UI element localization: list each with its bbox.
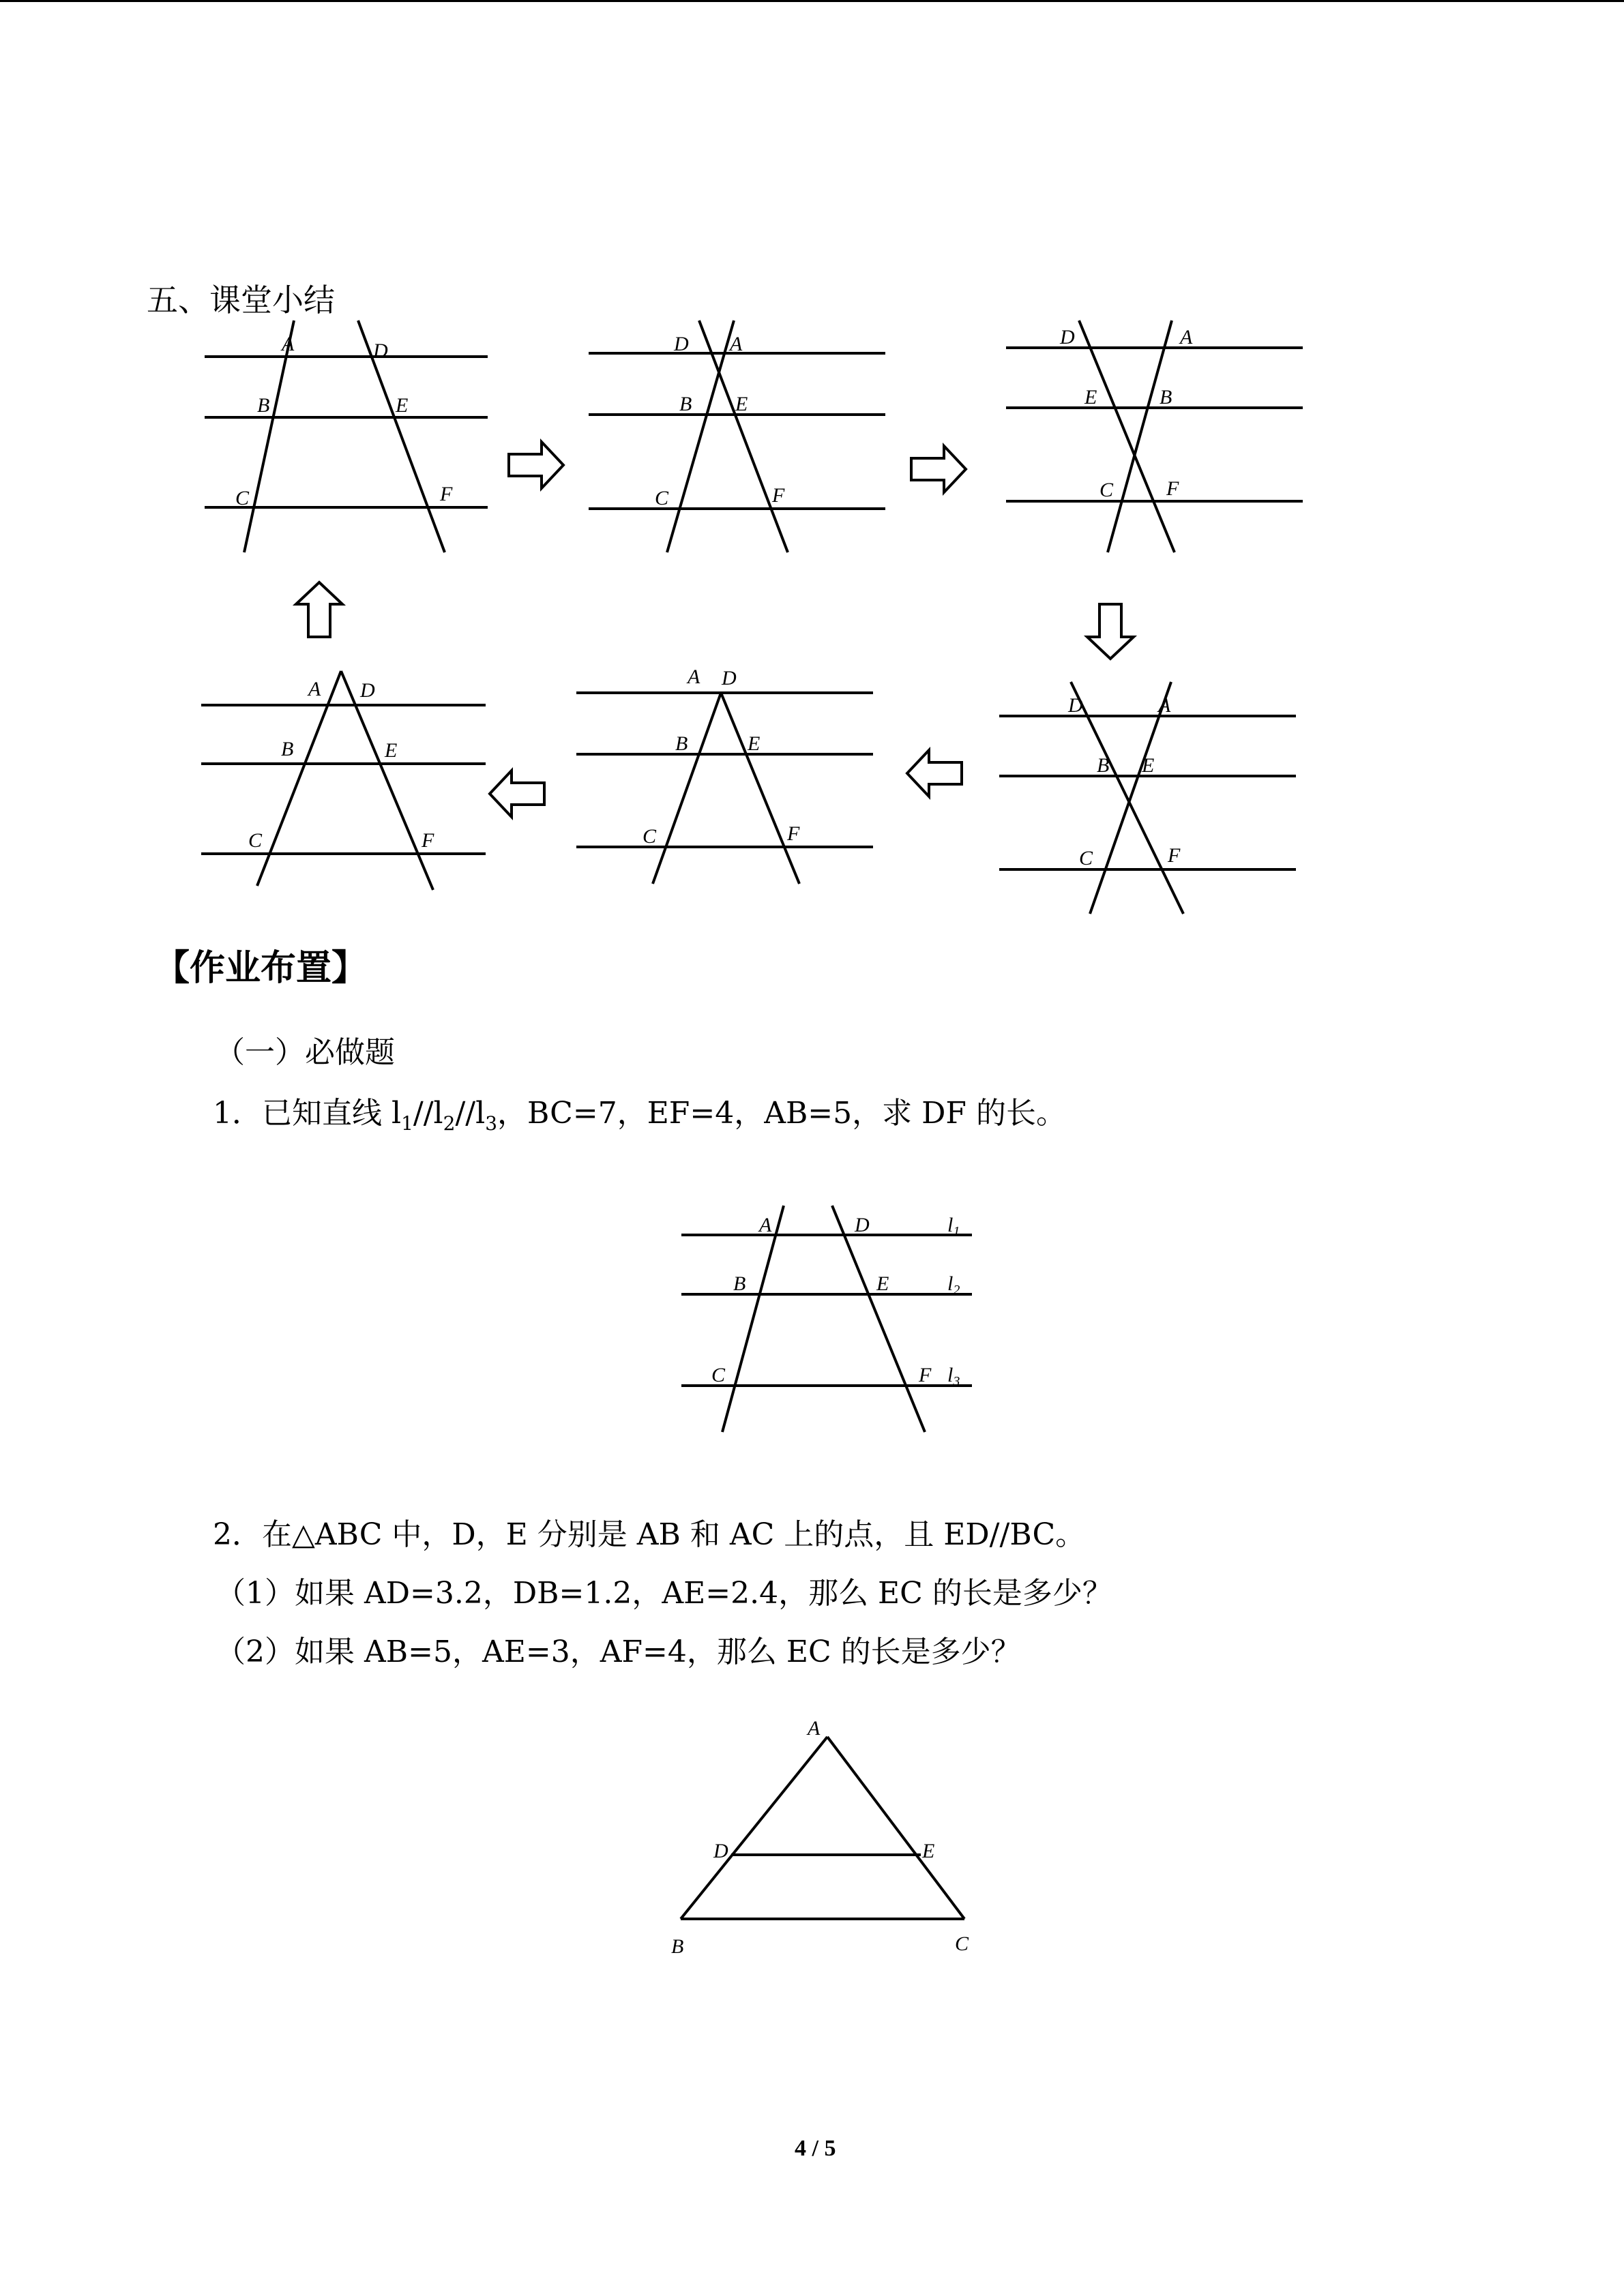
svg-text:F: F	[440, 483, 453, 505]
arrow-left-icon	[906, 749, 963, 798]
question-1-figure	[679, 1202, 992, 1433]
svg-text:A: A	[808, 1717, 821, 1740]
svg-text:E: E	[396, 394, 409, 417]
svg-text:C: C	[1099, 479, 1114, 501]
svg-text:E: E	[876, 1272, 889, 1295]
svg-text:D: D	[855, 1214, 870, 1236]
svg-text:B: B	[675, 732, 688, 755]
page-number: 4 / 5	[795, 2136, 836, 2161]
svg-text:E: E	[735, 393, 748, 415]
summary-figure-1	[201, 320, 494, 559]
svg-text:F: F	[772, 484, 785, 507]
svg-text:B: B	[671, 1935, 684, 1958]
svg-text:A: A	[688, 666, 700, 688]
svg-text:D: D	[713, 1840, 728, 1862]
arrow-left-icon	[488, 769, 546, 818]
svg-text:C: C	[655, 487, 669, 509]
question-2-part-2: （2）如果 AB=5，AE=3，AF=4，那么 EC 的长是多少？	[216, 1635, 1021, 1669]
homework-heading: 【作业布置】	[154, 947, 368, 989]
summary-figure-5	[574, 666, 874, 885]
svg-text:E: E	[922, 1840, 935, 1862]
svg-text:C: C	[1079, 847, 1093, 869]
question-2-part-1: （1）如果 AD=3.2，DB=1.2，AE=2.4，那么 EC 的长是多少？	[216, 1576, 1112, 1611]
svg-text:B: B	[257, 394, 270, 417]
svg-text:D: D	[722, 667, 737, 689]
svg-text:D: D	[360, 679, 375, 702]
svg-text:D: D	[1060, 326, 1075, 348]
svg-text:D: D	[674, 333, 689, 355]
arrow-right-icon	[910, 445, 967, 494]
question-1: 1．已知直线 $l_1//l_2//l_3$，BC=7，EF=4，AB=5，求 DF 的长。	[213, 1096, 1066, 1135]
question-2-stem: 2．在△ABC 中，D，E 分别是 AB 和 AC 上的点，且 ED//BC。	[213, 1517, 1086, 1552]
svg-text:E: E	[748, 732, 761, 755]
svg-text:F: F	[919, 1364, 932, 1386]
svg-text:C: C	[955, 1933, 969, 1955]
svg-text:B: B	[281, 738, 294, 760]
arrow-right-icon	[507, 441, 565, 490]
svg-text:F: F	[1166, 477, 1179, 500]
svg-text:A: A	[282, 333, 295, 355]
summary-figure-4	[997, 682, 1297, 917]
svg-text:A: A	[1180, 326, 1193, 348]
svg-text:l1: $l_1$	[947, 1214, 960, 1239]
svg-text:A: A	[759, 1214, 772, 1236]
summary-figure-2	[587, 320, 887, 559]
top-border	[0, 0, 1624, 2]
arrow-up-icon	[295, 581, 344, 638]
svg-text:E: E	[1142, 754, 1155, 777]
question-2-triangle-figure	[662, 1718, 982, 1971]
svg-text:D: D	[1068, 694, 1083, 717]
svg-text:C: C	[643, 825, 657, 848]
section-summary-title: 五、课堂小结	[147, 282, 335, 318]
svg-text:A: A	[730, 333, 743, 355]
svg-text:A: A	[308, 678, 321, 700]
svg-text:B: B	[733, 1272, 746, 1295]
svg-text:C: C	[248, 829, 263, 852]
svg-text:B: B	[1097, 754, 1110, 777]
svg-text:C: C	[235, 487, 250, 509]
svg-text:E: E	[385, 739, 398, 762]
svg-text:B: B	[679, 393, 692, 415]
svg-text:l2: $l_2$	[947, 1272, 960, 1298]
svg-text:F: F	[422, 829, 434, 852]
summary-figure-3	[1004, 320, 1304, 559]
svg-text:E: E	[1084, 386, 1097, 408]
svg-text:C: C	[711, 1364, 726, 1386]
svg-text:D: D	[373, 340, 388, 362]
arrow-down-icon	[1086, 603, 1135, 660]
svg-text:F: F	[1168, 844, 1181, 867]
svg-text:l3: $l_3$	[947, 1364, 960, 1389]
summary-figure-6	[199, 671, 492, 896]
required-label: （一）必做题	[215, 1035, 395, 1070]
svg-text:A: A	[1158, 694, 1171, 717]
svg-text:B: B	[1160, 386, 1172, 408]
svg-text:F: F	[787, 822, 800, 845]
